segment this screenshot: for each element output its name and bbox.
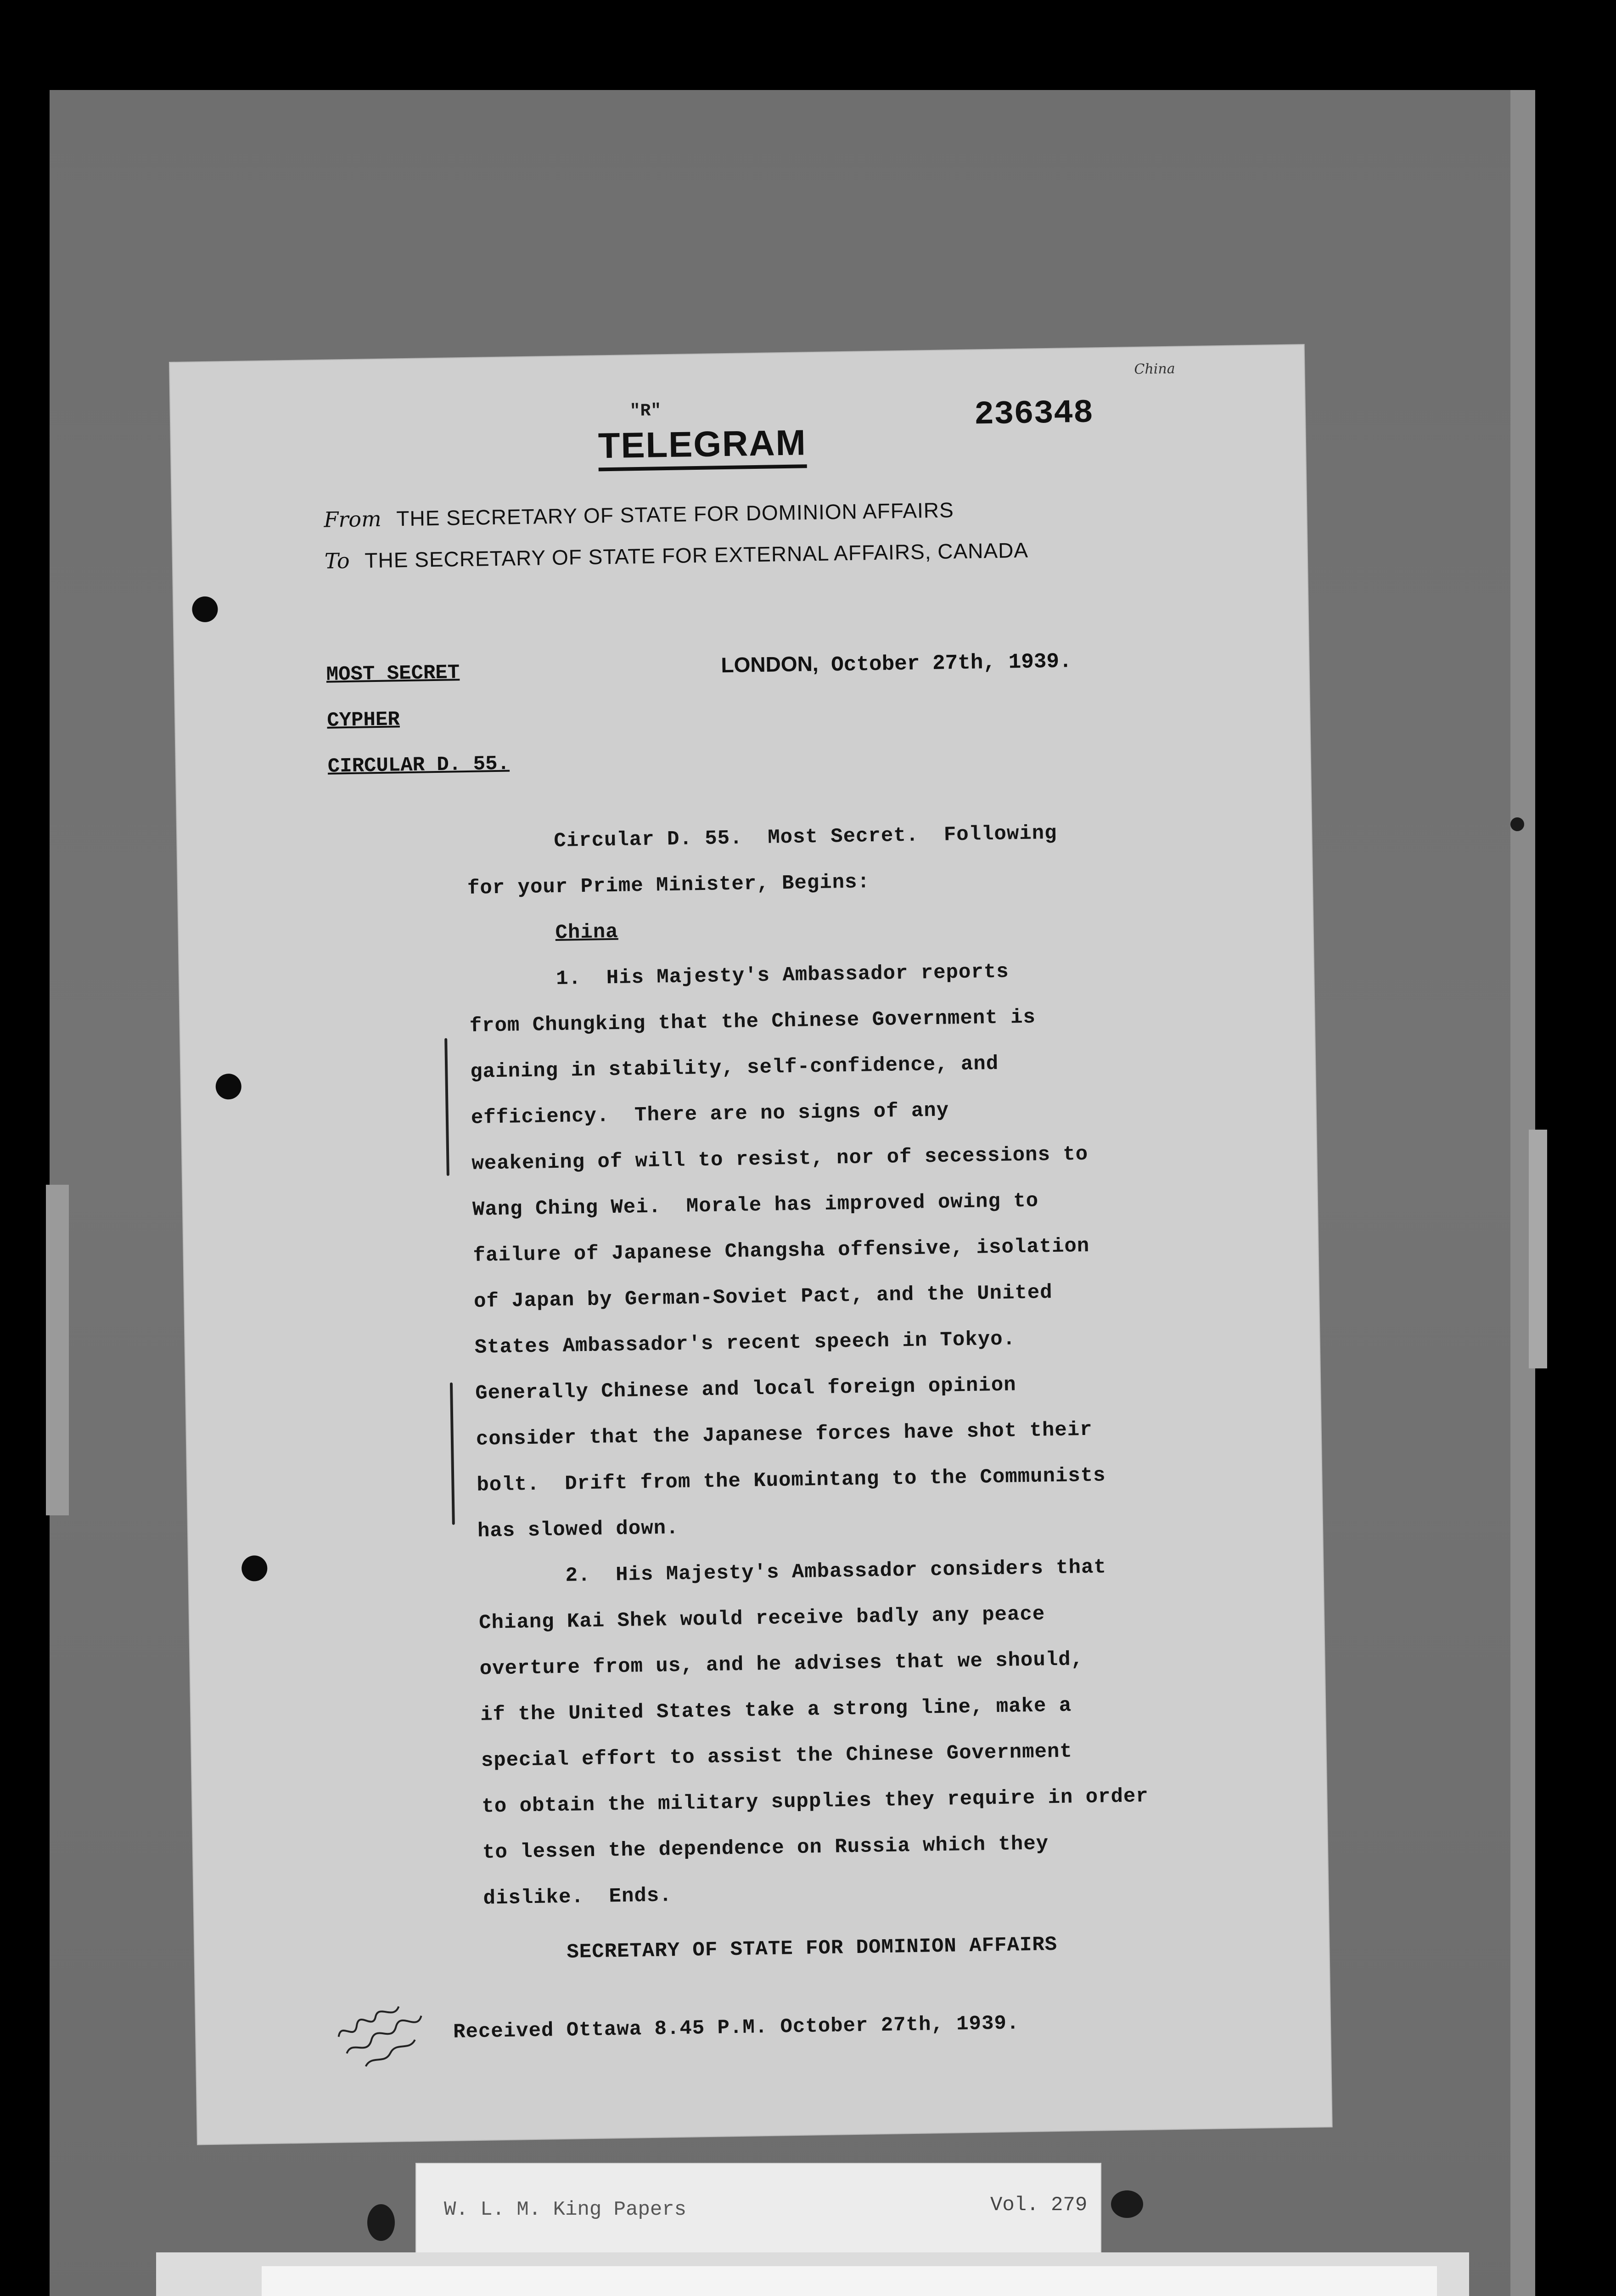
body-line: efficiency. There are no signs of any bbox=[471, 1099, 949, 1130]
dateline-city: LONDON, bbox=[721, 651, 819, 677]
corner-note: China bbox=[1134, 360, 1175, 378]
handwriting-scribble bbox=[331, 1990, 438, 2081]
archive-card-face bbox=[262, 2266, 1437, 2296]
collection-name: W. L. M. King Papers bbox=[444, 2198, 687, 2221]
punch-hole bbox=[215, 1074, 241, 1100]
handwritten-note bbox=[331, 1990, 438, 2081]
body-line: weakening of will to resist, nor of secessions to bbox=[471, 1142, 1089, 1176]
body-line: Circular D. 55. Most Secret. Following bbox=[554, 822, 1057, 853]
margin-mark bbox=[444, 1038, 449, 1176]
body-line: 1. His Majesty's Ambassador reports bbox=[556, 960, 1010, 990]
body-line: bolt. Drift from the Kuomintang to the Communists bbox=[477, 1464, 1106, 1497]
punch-hole bbox=[192, 596, 218, 622]
body-line: to lessen the dependence on Russia which they bbox=[482, 1832, 1049, 1864]
body-line: Generally Chinese and local foreign opinion bbox=[475, 1373, 1016, 1405]
body-line: gaining in stability, self-confidence, and bbox=[470, 1052, 999, 1084]
body-line: special effort to assist the Chinese Government bbox=[481, 1740, 1073, 1773]
body-line: 2. His Majesty's Ambassador considers that bbox=[565, 1556, 1107, 1587]
volume-number: Vol. 279 bbox=[990, 2194, 1088, 2217]
body-line: of Japan by German-Soviet Pact, and the United bbox=[473, 1281, 1053, 1313]
telegram-number: 236348 bbox=[974, 394, 1094, 434]
body-line: Chiang Kai Shek would receive badly any peace bbox=[478, 1603, 1045, 1635]
telegram-mark: "R" bbox=[629, 401, 662, 422]
classification-circular: CIRCULAR D. 55. bbox=[327, 752, 510, 778]
dateline-date: October 27th, 1939. bbox=[830, 649, 1072, 677]
section-heading: China bbox=[555, 920, 619, 945]
from-label: From bbox=[323, 506, 382, 532]
body-line: for your Prime Minister, Begins: bbox=[467, 871, 870, 900]
right-tab-strip bbox=[1529, 1130, 1547, 1368]
telegram-sheet bbox=[170, 345, 1332, 2144]
signoff: SECRETARY OF STATE FOR DOMINION AFFAIRS bbox=[567, 1933, 1058, 1964]
punch-hole bbox=[241, 1555, 268, 1581]
received-line: Received Ottawa 8.45 P.M. October 27th, 1939. bbox=[453, 2012, 1020, 2044]
classification-cypher: CYPHER bbox=[326, 708, 400, 732]
from-line bbox=[324, 497, 954, 532]
body-line: dislike. Ends. bbox=[483, 1884, 673, 1910]
left-tab-strip bbox=[46, 1185, 69, 1515]
to-label: To bbox=[324, 548, 350, 574]
archive-card bbox=[156, 2252, 1469, 2296]
debris-speck bbox=[367, 2204, 395, 2241]
to-line bbox=[324, 538, 1028, 574]
body-line: Wang Ching Wei. Morale has improved owing to bbox=[472, 1189, 1039, 1221]
dateline bbox=[721, 647, 1072, 679]
body-line: consider that the Japanese forces have shot their bbox=[476, 1418, 1093, 1451]
body-line: from Chungking that the Chinese Government is bbox=[469, 1006, 1036, 1038]
from-text: THE SECRETARY OF STATE FOR DOMINION AFFAIRS bbox=[396, 498, 954, 531]
debris-speck bbox=[1111, 2190, 1143, 2218]
classification-most-secret: MOST SECRET bbox=[326, 661, 460, 687]
body-line: to obtain the military supplies they require in order bbox=[482, 1784, 1149, 1818]
body-line: failure of Japanese Changsha offensive, isolation bbox=[473, 1234, 1090, 1267]
to-text: THE SECRETARY OF STATE FOR EXTERNAL AFFAIRS, CANADA bbox=[364, 538, 1029, 573]
body-line: overture from us, and he advises that we should, bbox=[479, 1648, 1084, 1681]
debris-speck bbox=[1510, 817, 1524, 831]
margin-mark bbox=[450, 1383, 455, 1525]
telegram-title: TELEGRAM bbox=[598, 422, 807, 471]
body-line: has slowed down. bbox=[477, 1516, 679, 1543]
body-line: States Ambassador's recent speech in Tokyo. bbox=[474, 1328, 1016, 1359]
body-line: if the United States take a strong line, make a bbox=[480, 1694, 1072, 1727]
